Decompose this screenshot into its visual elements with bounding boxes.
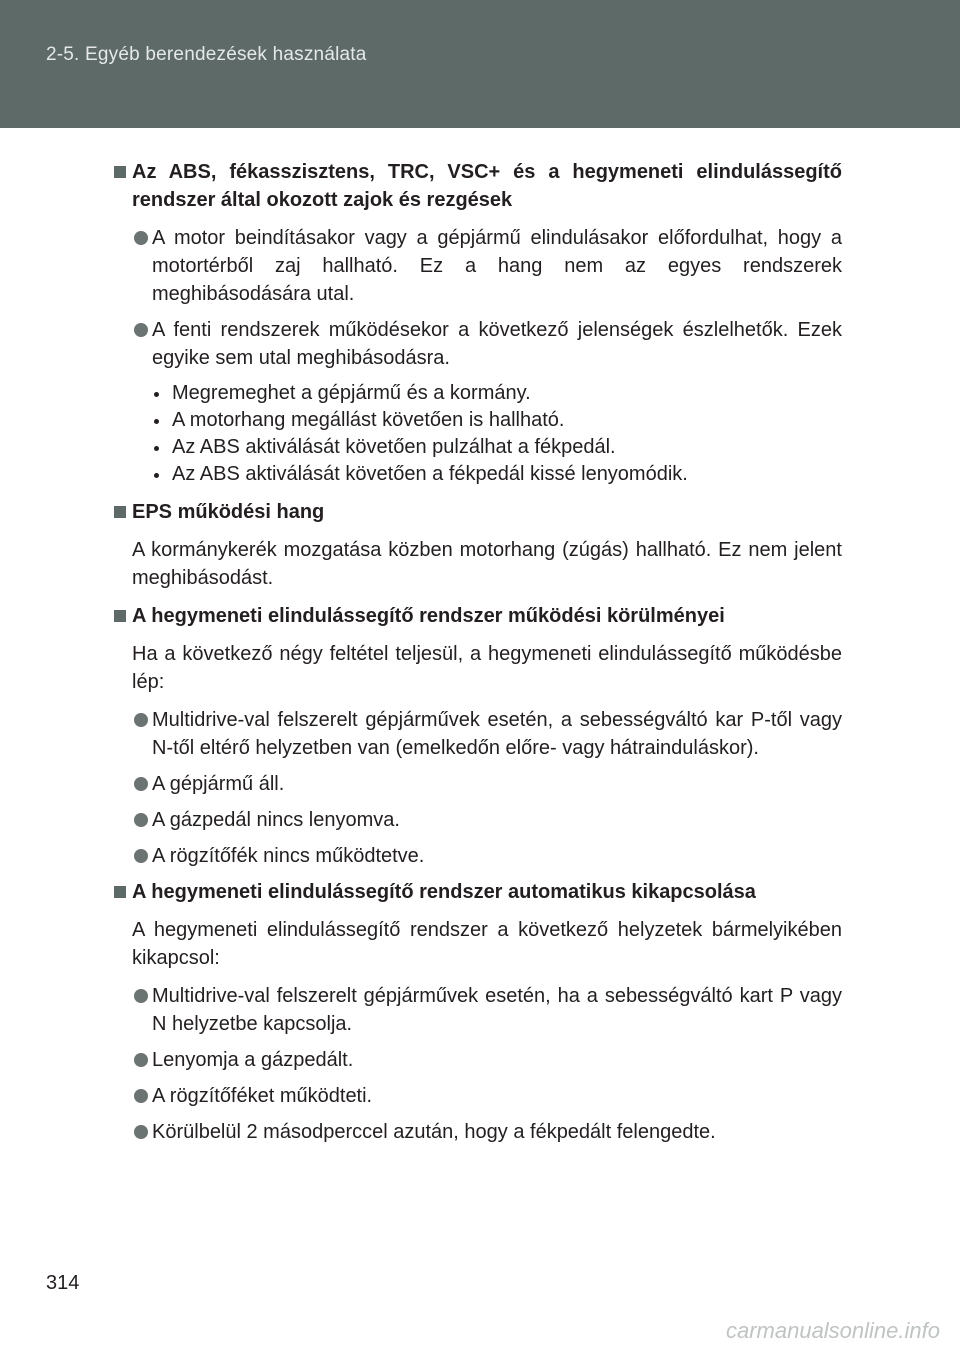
bullet-item bbox=[112, 1082, 842, 1110]
bullet-text: Multidrive-val felszerelt gépjárművek esetén, ha a sebességváltó kart P vagy N helyzetbe kapcsolja. bbox=[152, 985, 842, 1035]
bullet-item bbox=[112, 770, 842, 798]
dot-bullet-icon bbox=[154, 473, 159, 478]
square-bullet-icon bbox=[114, 886, 126, 898]
bullet-text: A rögzítőfék nincs működtetve. bbox=[152, 845, 425, 867]
section-paragraph: A kormánykerék mozgatása közben motorhang (zúgás) hallható. Ez nem jelent meghibásodást. bbox=[132, 539, 842, 589]
bullet-item bbox=[112, 982, 842, 1038]
bullet-item bbox=[112, 1046, 842, 1074]
circle-bullet-icon bbox=[134, 989, 148, 1003]
bullet-text: Multidrive-val felszerelt gépjárművek esetén, a sebességváltó kar P-től vagy N-től eltérő helyzetben van (emelkedőn előre- vagy hátrainduláskor). bbox=[152, 709, 842, 759]
sub-list-text: Az ABS aktiválását követően pulzálhat a fékpedál. bbox=[172, 436, 616, 458]
sub-list-item bbox=[152, 434, 842, 461]
dot-bullet-icon bbox=[154, 419, 159, 424]
bullet-text: A rögzítőféket működteti. bbox=[152, 1085, 373, 1107]
circle-bullet-icon bbox=[134, 849, 148, 863]
circle-bullet-icon bbox=[134, 323, 148, 337]
section-heading-text: EPS működési hang bbox=[132, 501, 325, 523]
header-title: 2-5. Egyéb berendezések használata bbox=[46, 44, 367, 65]
bullet-item bbox=[112, 316, 842, 372]
sub-list bbox=[112, 380, 842, 488]
square-bullet-icon bbox=[114, 610, 126, 622]
bullet-text: A fenti rendszerek működésekor a következő jelenségek észlelhetők. Ezek egyike sem utal meghibásodásra. bbox=[152, 319, 842, 369]
section-heading bbox=[112, 498, 842, 526]
bullet-text: Lenyomja a gázpedált. bbox=[152, 1049, 354, 1071]
section-paragraph: Ha a következő négy feltétel teljesül, a hegymeneti elindulássegítő működésbe lép: bbox=[132, 643, 842, 693]
section-heading-text: A hegymeneti elindulássegítő rendszer működési körülményei bbox=[132, 605, 725, 627]
section-heading-text: Az ABS, fékasszisztens, TRC, VSC+ és a hegymeneti elindulássegítő rendszer által okozott zajok és rezgések bbox=[132, 161, 842, 211]
circle-bullet-icon bbox=[134, 813, 148, 827]
sub-list-text: A motorhang megállást követően is hallható. bbox=[172, 409, 565, 431]
sub-list-item bbox=[152, 380, 842, 407]
bullet-text: Körülbelül 2 másodperccel azután, hogy a fékpedált felengedte. bbox=[152, 1121, 716, 1143]
dot-bullet-icon bbox=[154, 446, 159, 451]
page-number: 314 bbox=[46, 1272, 80, 1294]
square-bullet-icon bbox=[114, 506, 126, 518]
header-bar bbox=[0, 0, 960, 128]
bullet-text: A motor beindításakor vagy a gépjármű elindulásakor előfordulhat, hogy a motortérből zaj hallható. Ez a hang nem az egyes rendszerek meghibásodására utal. bbox=[152, 227, 842, 305]
dot-bullet-icon bbox=[154, 392, 159, 397]
section-heading-text: A hegymeneti elindulássegítő rendszer automatikus kikapcsolása bbox=[132, 881, 756, 903]
page-content bbox=[112, 158, 842, 1154]
section-heading bbox=[112, 158, 842, 214]
bullet-item bbox=[112, 224, 842, 308]
watermark: carmanualsonline.info bbox=[725, 1318, 940, 1343]
bullet-item bbox=[112, 1118, 842, 1146]
section-heading bbox=[112, 602, 842, 630]
circle-bullet-icon bbox=[134, 1053, 148, 1067]
circle-bullet-icon bbox=[134, 1089, 148, 1103]
circle-bullet-icon bbox=[134, 713, 148, 727]
sub-list-text: Az ABS aktiválását követően a fékpedál kissé lenyomódik. bbox=[172, 463, 688, 485]
section-heading bbox=[112, 878, 842, 906]
bullet-text: A gázpedál nincs lenyomva. bbox=[152, 809, 400, 831]
circle-bullet-icon bbox=[134, 1125, 148, 1139]
bullet-item bbox=[112, 842, 842, 870]
bullet-text: A gépjármű áll. bbox=[152, 773, 285, 795]
sub-list-item bbox=[152, 407, 842, 434]
sub-list-text: Megremeghet a gépjármű és a kormány. bbox=[172, 382, 531, 404]
section-paragraph: A hegymeneti elindulássegítő rendszer a következő helyzetek bármelyikében kikapcsol: bbox=[132, 919, 842, 969]
circle-bullet-icon bbox=[134, 231, 148, 245]
bullet-item bbox=[112, 806, 842, 834]
sub-list-item bbox=[152, 461, 842, 488]
bullet-item bbox=[112, 706, 842, 762]
square-bullet-icon bbox=[114, 166, 126, 178]
circle-bullet-icon bbox=[134, 777, 148, 791]
